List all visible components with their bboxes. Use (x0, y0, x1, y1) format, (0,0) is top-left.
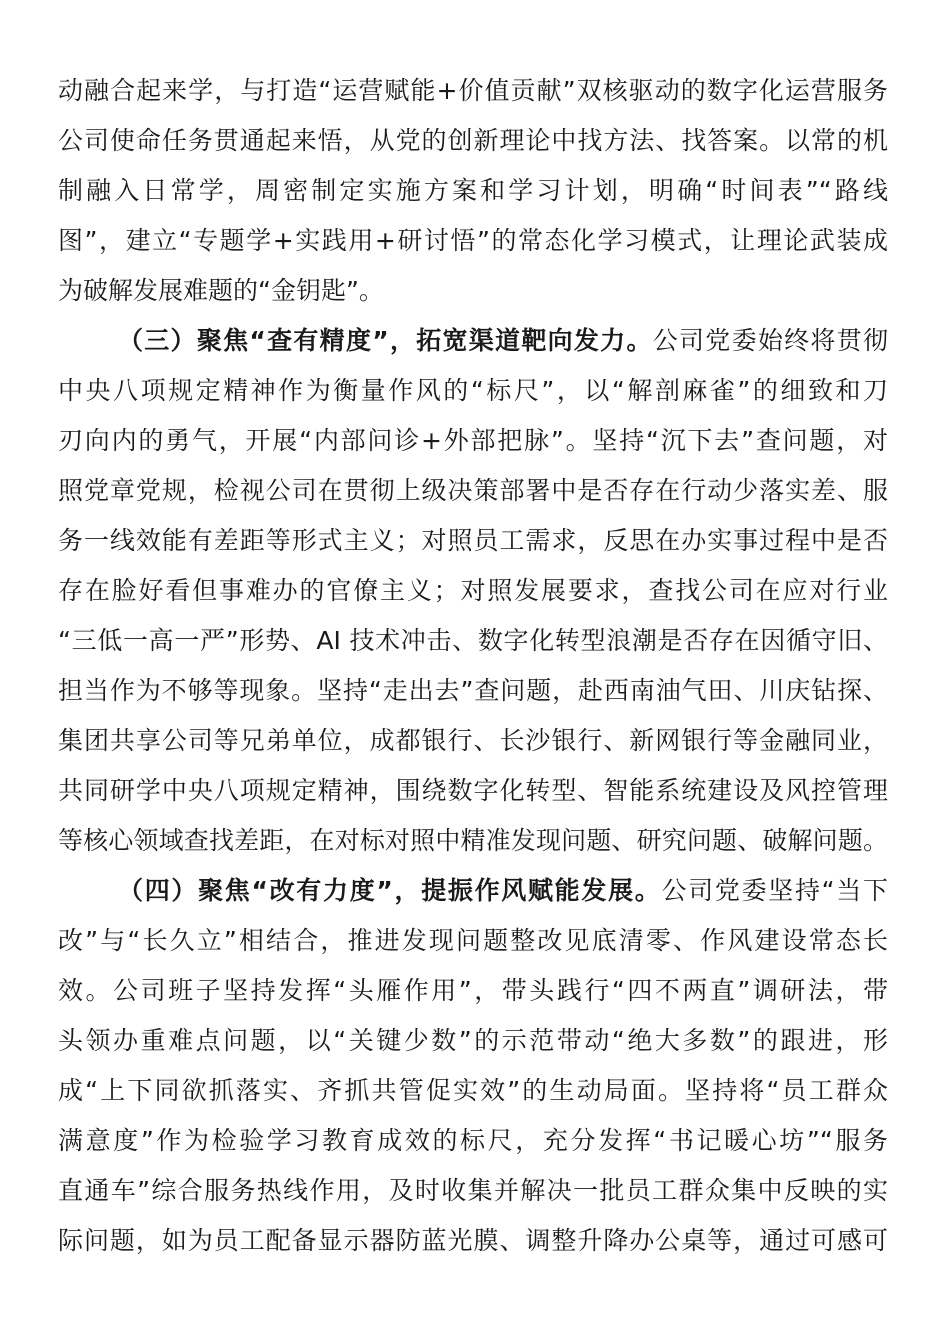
text-line: 照党章党规，检视公司在贯彻上级决策部署中是否存在行动少落实差、服 (58, 476, 888, 505)
text-line: 务一线效能有差距等形式主义；对照员工需求，反思在办实事过程中是否 (58, 526, 888, 555)
section-3-paragraph (58, 316, 888, 866)
section-3-first-line (58, 316, 888, 366)
text-line: 直通车”综合服务热线作用，及时收集并解决一批员工群众集中反映的实 (58, 1176, 888, 1205)
text-line: 际问题，如为员工配备显示器防蓝光膜、调整升降办公桌等，通过可感可 (58, 1226, 888, 1255)
text-line: 公司使命任务贯通起来悟，从党的创新理论中找方法、找答案。以常的机 (58, 126, 888, 155)
text-line: 担当作为不够等现象。坚持“走出去”查问题，赴西南油气田、川庆钻探、 (58, 676, 888, 705)
text-line: 效。公司班子坚持发挥“头雁作用”，带头践行“四不两直”调研法，带 (58, 976, 888, 1005)
text-line: 等核心领域查找差距，在对标对照中精准发现问题、研究问题、破解问题。 (58, 826, 888, 855)
text-line: “三低一高一严”形势、AI 技术冲击、数字化转型浪潮是否存在因循守旧、 (58, 626, 888, 655)
text-line: 中央八项规定精神作为衡量作风的“标尺”，以“解剖麻雀”的细致和刀 (58, 376, 888, 405)
text-line: 满意度”作为检验学习教育成效的标尺，充分发挥“书记暖心坊”“服务 (58, 1126, 888, 1155)
text-line: 存在脸好看但事难办的官僚主义；对照发展要求，查找公司在应对行业 (58, 576, 888, 605)
section-3-first-line-text: 公司党委始终将贯彻 (652, 326, 888, 355)
section-4-paragraph (58, 866, 888, 1266)
text-line: 成“上下同欲抓落实、齐抓共管促实效”的生动局面。坚持将“员工群众 (58, 1076, 888, 1105)
text-line: 共同研学中央八项规定精神，围绕数字化转型、智能系统建设及风控管理 (58, 776, 888, 805)
intro-paragraph (58, 66, 888, 316)
text-line: 集团共享公司等兄弟单位，成都银行、长沙银行、新网银行等金融同业， (58, 726, 888, 755)
text-line: 为破解发展难题的“金钥匙”。 (58, 276, 384, 305)
section-4-heading: （四）聚焦“改有力度”，提振作风赋能发展。 (118, 876, 662, 905)
section-3-heading: （三）聚焦“查有精度”，拓宽渠道靶向发力。 (118, 326, 653, 355)
document-body (58, 66, 888, 1266)
text-line: 制融入日常学，周密制定实施方案和学习计划，明确“时间表”“路线 (58, 176, 888, 205)
section-4-first-line (58, 866, 888, 916)
text-line: 头领办重难点问题，以“关键少数”的示范带动“绝大多数”的跟进，形 (58, 1026, 888, 1055)
text-line: 刃向内的勇气，开展“内部问诊+外部把脉”。坚持“沉下去”查问题，对 (58, 426, 888, 455)
text-line: 改”与“长久立”相结合，推进发现问题整改见底清零、作风建设常态长 (58, 926, 888, 955)
text-line: 图”，建立“专题学+实践用+研讨悟”的常态化学习模式，让理论武装成 (58, 226, 888, 255)
text-line: 动融合起来学，与打造“运营赋能+价值贡献”双核驱动的数字化运营服务 (58, 76, 888, 105)
section-4-first-line-text: 公司党委坚持“当下 (661, 876, 888, 905)
